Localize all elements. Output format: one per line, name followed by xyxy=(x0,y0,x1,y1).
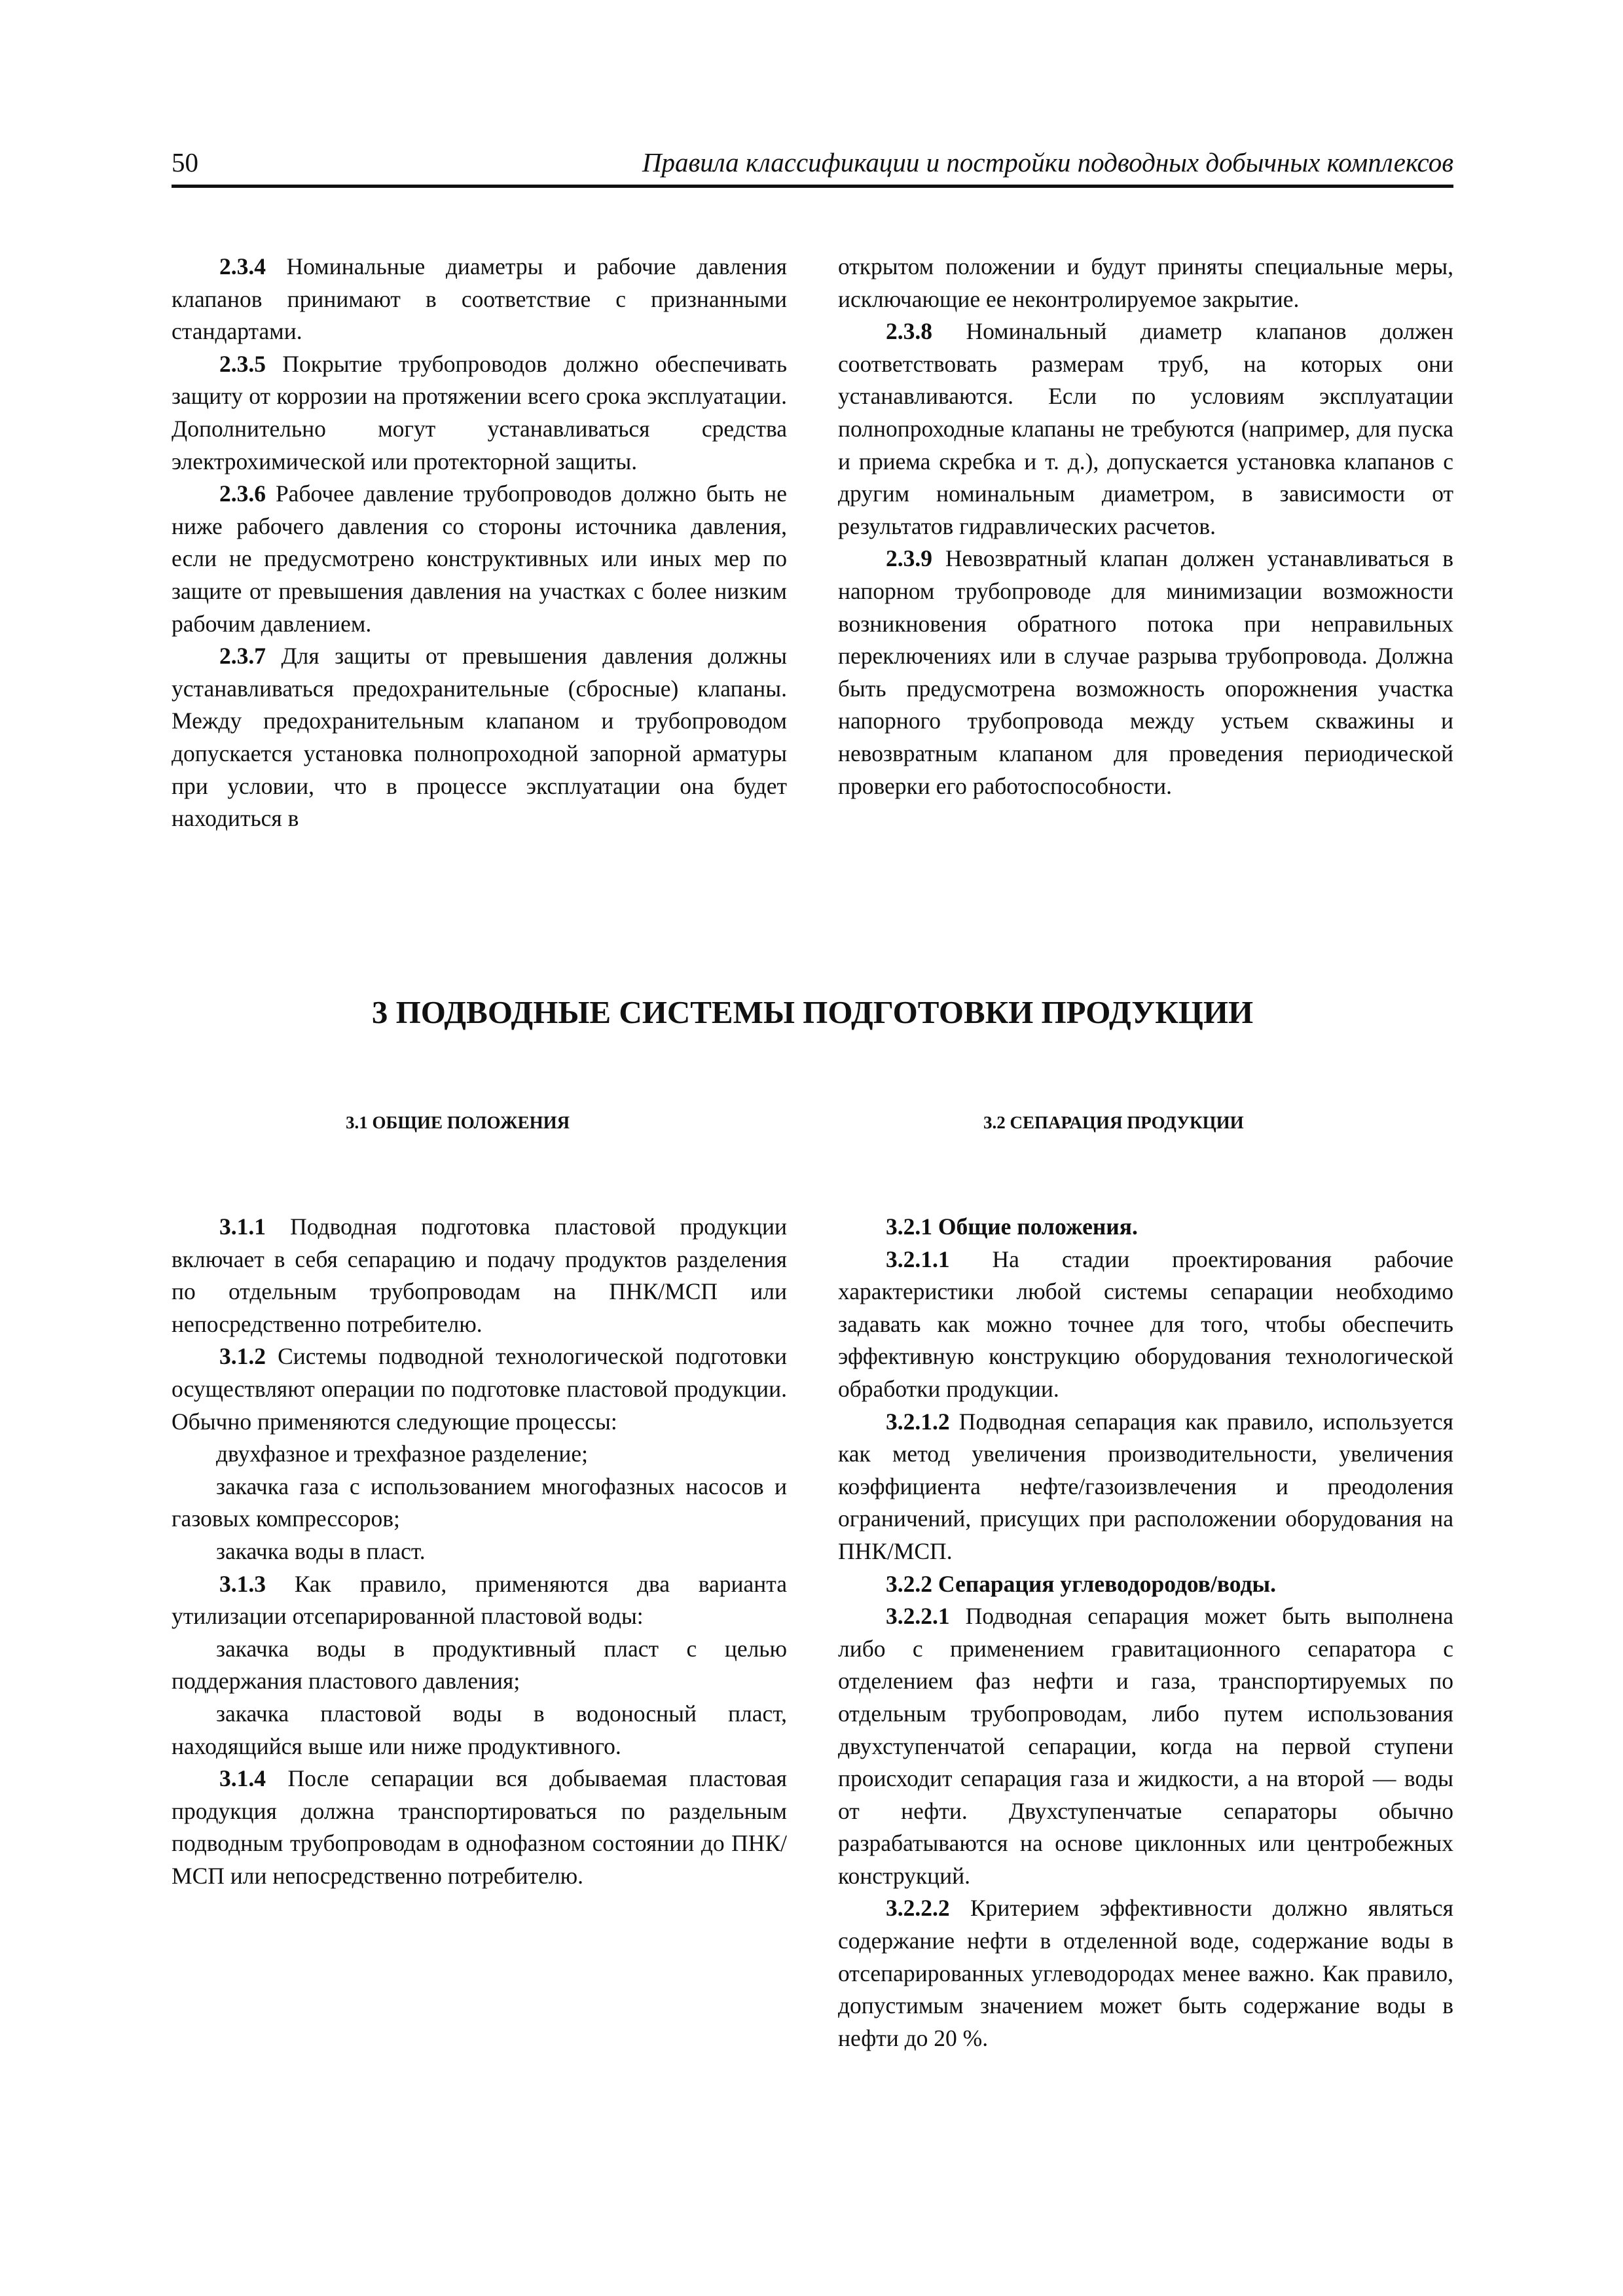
page-number: 50 xyxy=(172,147,198,177)
page-header xyxy=(172,143,1453,188)
paragraph-2-3-4: 2.3.4 Номинальные диаметры и рабочие давления клапанов принимают в соответствие с признанными стандартами. xyxy=(172,253,787,345)
paragraph-2-3-8: 2.3.8 Номинальный диаметр клапанов должен соответствовать размерам труб, на которых они устанавливаются. Если по условиям эксплуатации полнопроходные клапаны не требуются (например, для пуска и приема скребка и т. д.), допускается установка клапанов с другим номинальным диаметром, в зависимости от результатов гидравлических расчетов. xyxy=(838,318,1453,539)
list-item: двухфазное и трехфазное разделение; xyxy=(216,1441,588,1467)
paragraph-3-2-1-1: 3.2.1.1 На стадии проектирования рабочие характеристики любой системы сепарации необходимо задавать как можно точнее для того, чтобы обеспечить эффективную конструкцию оборудования технологической обработки продукции. xyxy=(838,1246,1454,1402)
section-title: 3 ПОДВОДНЫЕ СИСТЕМЫ ПОДГОТОВКИ ПРОДУКЦИИ xyxy=(371,994,1254,1030)
paragraph-3-2-2-1: 3.2.2.1 Подводная сепарация может быть выполнена либо с применением гравитационного сепаратора с отделением фаз нефти и газа, транспортируемых по отдельным трубопроводам, либо путем использования двухступенчатой сепарации, когда на первой ступени происходит сепарация газа и жидкости, а на второй — воды от нефти. Двухступенчатые сепараторы обычно разрабатываются на основе циклонных или центробежных конструкций. xyxy=(838,1603,1454,1889)
list-item: закачка воды в пласт. xyxy=(216,1537,426,1564)
paragraph-3-2-1-2: 3.2.1.2 Подводная сепарация как правило, используется как метод увеличения производительности, увеличения коэффициента нефте/газоизвлечения и преодоления ограничений, присущих при расположении оборудования на ПНК/МСП. xyxy=(838,1408,1454,1564)
subsection-title-3-2: 3.2 СЕПАРАЦИЯ ПРОДУКЦИИ xyxy=(983,1113,1244,1132)
heading-3-2-2: 3.2.2 Сепарация углеводородов/воды. xyxy=(886,1570,1277,1597)
paragraph-3-2-2-2: 3.2.2.2 Критерием эффективности должно являться содержание нефти в отделенной воде, содержание воды в отсепарированных углеводородах менее важно. Как правило, допустимым значением может быть содержание воды в нефти до 20 %. xyxy=(838,1895,1453,2051)
bottom-right-column xyxy=(838,1211,1453,2054)
list-item: закачка газа с использованием многофазных насосов и газовых компрессоров; xyxy=(172,1473,787,1532)
bottom-left-column xyxy=(172,1211,787,1892)
paragraph-2-3-9: 2.3.9 Невозвратный клапан должен устанавливаться в напорном трубопроводе для минимизации возможности возникновения обратного потока при неправильных переключениях или в случае разрыва трубопровода. Должна быть предусмотрена возможность опорожнения участка напорного трубопровода между устьем скважины и невозвратным клапаном для проведения периодической проверки его работоспособности. xyxy=(838,545,1453,799)
paragraph-continuation: открытом положении и будут приняты специальные меры, исключающие ее неконтролируемое закрытие. xyxy=(838,253,1453,312)
paragraph-2-3-5: 2.3.5 Покрытие трубопроводов должно обеспечивать защиту от коррозии на протяжении всего срока эксплуатации. Дополнительно могут устанавливаться средства электрохимической или протекторной защиты. xyxy=(172,350,788,475)
list-item: закачка воды в продуктивный пласт с целью поддержания пластового давления; xyxy=(172,1635,787,1695)
paragraph-3-1-1: 3.1.1 Подводная подготовка пластовой продукции включает в себя сепарацию и подачу продуктов разделения по отдельным трубопроводам на ПНК/МСП или непосредственно потребителю. xyxy=(172,1213,787,1337)
paragraph-2-3-6: 2.3.6 Рабочее давление трубопроводов должно быть не ниже рабочего давления со стороны источника давления, если не предусмотрено конструктивных или иных мер по защите от превышения давления на участках с более низким рабочим давлением. xyxy=(172,480,788,637)
running-title: Правила классификации и постройки подводных добычных комплексов xyxy=(642,147,1453,177)
paragraph-3-1-3: 3.1.3 Как правило, применяются два варианта утилизации отсепарированной пластовой воды: xyxy=(172,1570,787,1630)
heading-3-2-1: 3.2.1 Общие положения. xyxy=(886,1213,1138,1240)
list-item: закачка пластовой воды в водоносный пласт, находящийся выше или ниже продуктивного. xyxy=(172,1700,787,1759)
paragraph-3-1-2: 3.1.2 Системы подводной технологической подготовки осуществляют операции по подготовке пластовой продукции. Обычно применяются следующие процессы: xyxy=(172,1343,788,1435)
paragraph-3-1-4: 3.1.4 После сепарации вся добываемая пластовая продукция должна транспортироваться по раздельным подводным трубопроводам в однофазном состоянии до ПНК/МСП или непосредственно потребителю. xyxy=(172,1765,787,1889)
top-left-column xyxy=(172,251,787,835)
top-right-column xyxy=(838,251,1453,802)
paragraph-2-3-7: 2.3.7 Для защиты от превышения давления должны устанавливаться предохранительные (сбросные) клапаны. Между предохранительным клапаном и трубопроводом допускается установка полнопроходной запорной арматуры при условии, что в процессе эксплуатации она будет находиться в xyxy=(172,643,788,832)
subsection-title-3-1: 3.1 ОБЩИЕ ПОЛОЖЕНИЯ xyxy=(346,1113,570,1132)
